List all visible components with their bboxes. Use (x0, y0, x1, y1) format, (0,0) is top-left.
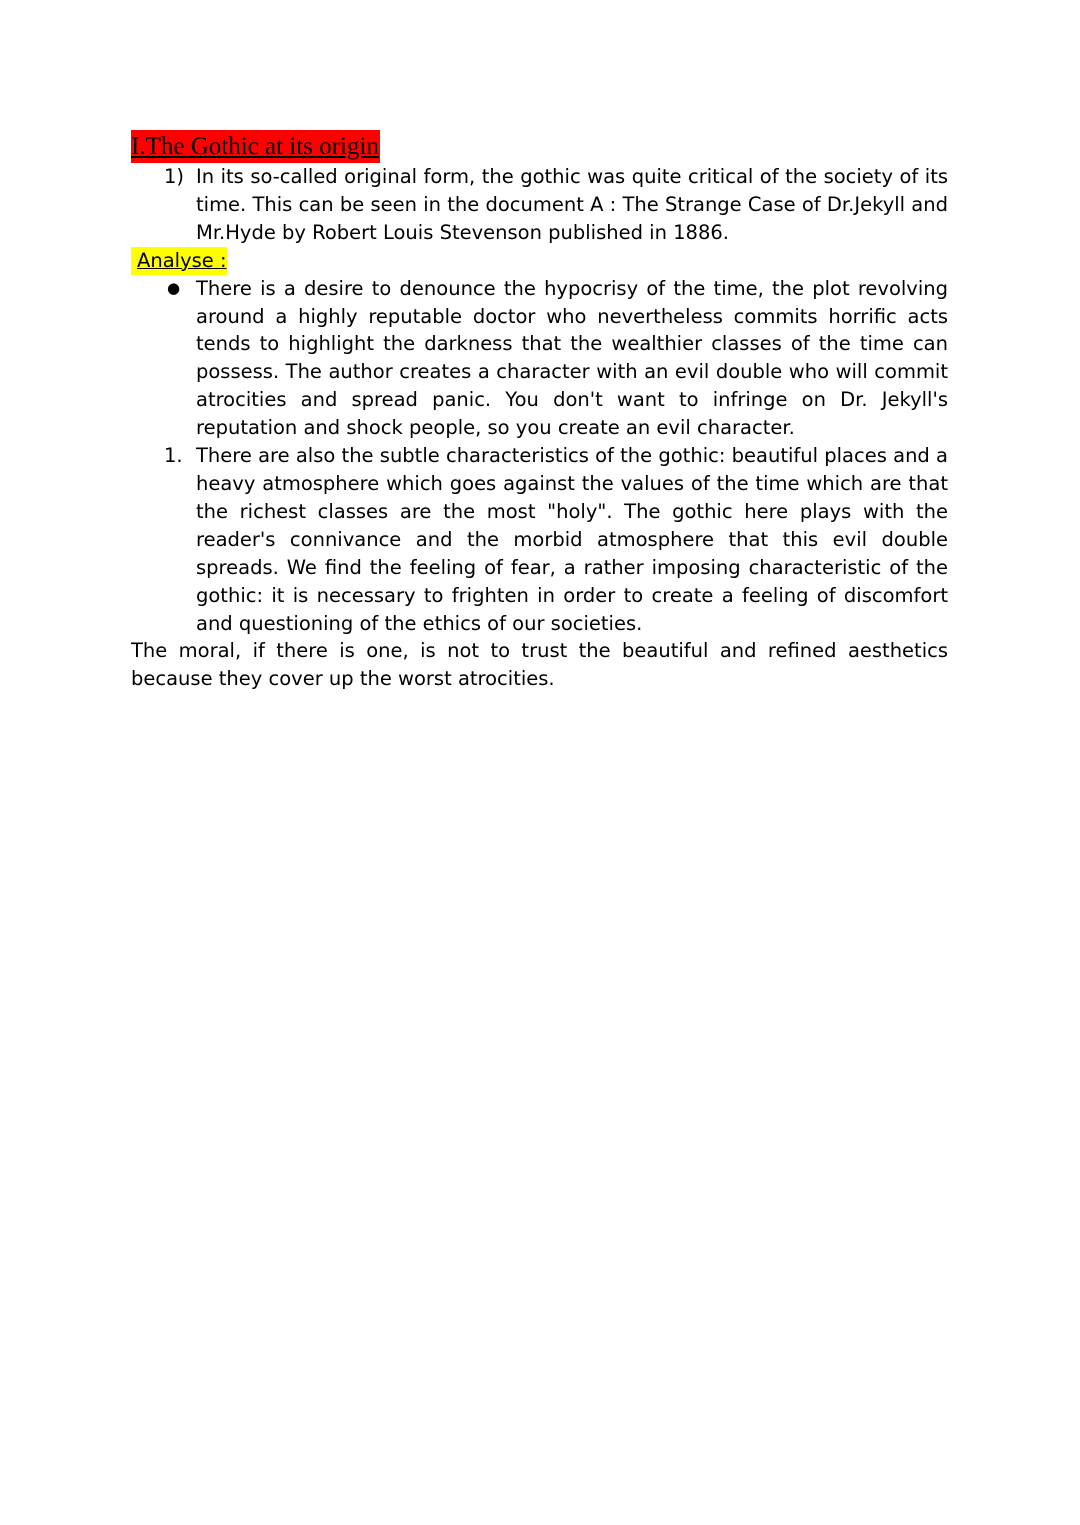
analyse-label-row (131, 247, 948, 275)
bullet-icon: ● (167, 278, 181, 297)
bullet-item-text: There is a desire to denounce the hypocrisy of the time, the plot revolving around a highly reputable doctor who nevertheless commits horrific acts tends to highlight the darkness that the wealthier classes of the time can possess. The author creates a character with an evil double who will commit atrocities and spread panic. You don't want to infringe on Dr. Jekyll's reputation and shock people, so you create an evil character. (196, 276, 948, 440)
analyse-label: Analyse : (131, 247, 227, 275)
heading-text: I.The Gothic at its origin (131, 130, 380, 163)
section-heading (131, 130, 948, 163)
conclusion-paragraph: The moral, if there is one, is not to trust the beautiful and refined aesthetics because they cover up the worst atrocities. (131, 639, 948, 691)
numbered-marker: 1. (164, 444, 183, 468)
list-item-text: In its so-called original form, the gothic was quite critical of the society of its time. This can be seen in the document A : The Strange Case of Dr.Jekyll and Mr.Hyde by Robert Louis Stevenson published in 1886. (196, 165, 948, 244)
list-item-1 (131, 163, 948, 247)
numbered-item (131, 442, 948, 637)
numbered-item-text: There are also the subtle characteristics of the gothic: beautiful places and a heavy atmosphere which goes against the values of the time which are that the richest classes are the most "holy". The gothic here plays with the reader's connivance and the morbid atmosphere that this evil double spreads. We find the feeling of fear, a rather imposing characteristic of the gothic: it is necessary to frighten in order to create a feeling of discomfort and questioning of the ethics of our societies. (196, 444, 948, 635)
document-page (131, 130, 948, 693)
bullet-item (131, 275, 948, 442)
list-marker: 1) (164, 165, 185, 188)
